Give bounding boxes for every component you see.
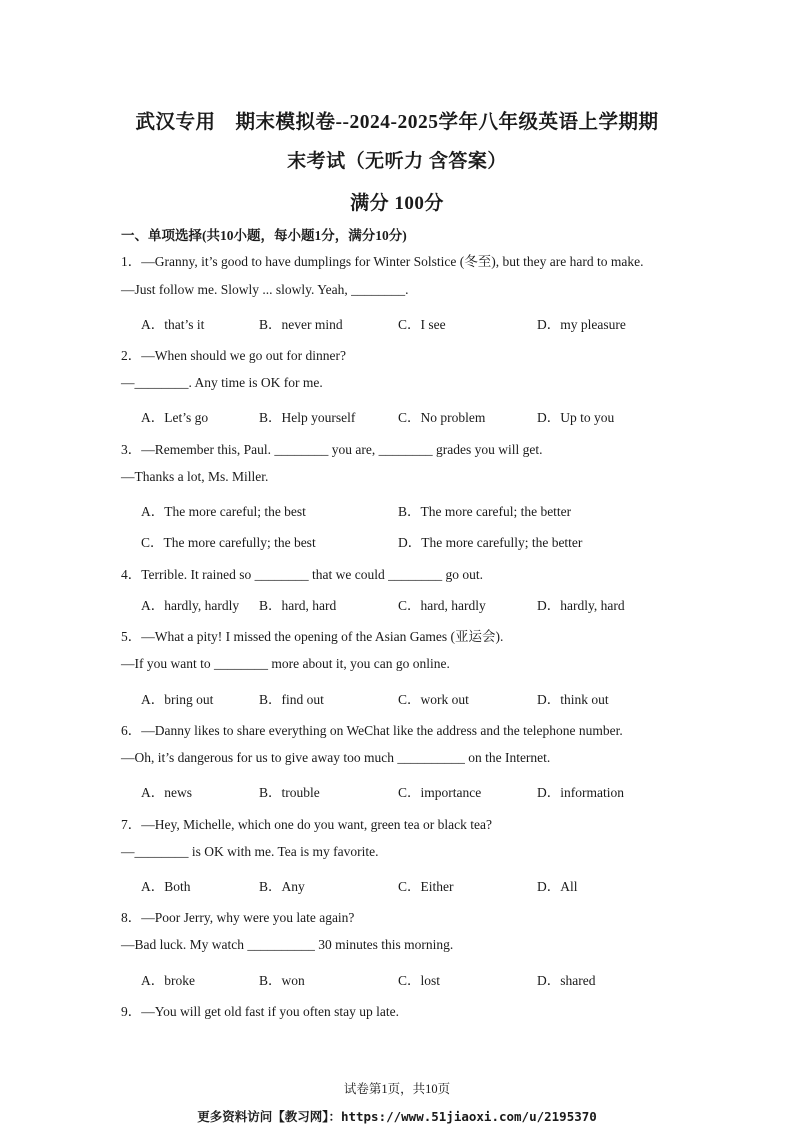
question-1-line-2: —Just follow me. Slowly ... slowly. Yeah, ________. (121, 282, 409, 297)
question-1-option-b[interactable]: B．never mind (259, 317, 343, 332)
question-8-option-d[interactable]: D．shared (537, 973, 596, 988)
question-7-line-1: 7．—Hey, Michelle, which one do you want, green tea or black tea? (121, 817, 492, 832)
question-1-option-c[interactable]: C．I see (398, 317, 446, 332)
question-3-line-1: 3．—Remember this, Paul. ________ you are, ________ grades you will get. (121, 442, 543, 457)
page-title-line2: 末考试（无听力 含答案） (287, 151, 507, 172)
page-title-line1: 武汉专用 期末模拟卷--2024-2025学年八年级英语上学期期 (135, 112, 659, 133)
question-6-option-c[interactable]: C．importance (398, 785, 482, 800)
question-5-option-b[interactable]: B．find out (259, 692, 324, 707)
question-2-line-2: —________. Any time is OK for me. (121, 375, 323, 390)
question-4-option-a[interactable]: A．hardly, hardly (141, 598, 240, 613)
question-8-option-a[interactable]: A．broke (141, 973, 195, 988)
question-5-option-c[interactable]: C．work out (398, 692, 469, 707)
question-7-option-d[interactable]: D．All (537, 879, 578, 894)
question-3-line-2: —Thanks a lot, Ms. Miller. (121, 469, 269, 484)
resource-link[interactable]: 更多资料访问【教习网】：https://www.51jiaoxi.com/u/2195370 (197, 1109, 597, 1124)
question-2-option-c[interactable]: C．No problem (398, 410, 486, 425)
question-4-option-b[interactable]: B．hard, hard (259, 598, 337, 613)
question-7-option-b[interactable]: B．Any (259, 879, 305, 894)
page-number: 试卷第1页，共10页 (343, 1082, 451, 1096)
question-4-option-d[interactable]: D．hardly, hard (537, 598, 625, 613)
question-6-option-a[interactable]: A．news (141, 785, 192, 800)
question-2-option-a[interactable]: A．Let’s go (141, 410, 209, 425)
question-7-option-a[interactable]: A．Both (141, 879, 191, 894)
total-score: 满分 100分 (350, 193, 444, 214)
question-9-line-1: 9．—You will get old fast if you often stay up late. (121, 1004, 399, 1019)
question-7-option-c[interactable]: C．Either (398, 879, 454, 894)
question-2-line-1: 2．—When should we go out for dinner? (121, 348, 346, 363)
question-6-line-2: —Oh, it’s dangerous for us to give away too much __________ on the Internet. (121, 750, 551, 765)
question-3-option-d[interactable]: D．The more carefully; the better (398, 535, 583, 550)
section-heading: 一、单项选择(共10小题，每小题1分，满分10分) (121, 228, 407, 243)
question-3-option-b[interactable]: B．The more careful; the better (398, 504, 572, 519)
question-6-option-d[interactable]: D．information (537, 785, 624, 800)
question-1-option-a[interactable]: A．that’s it (141, 317, 205, 332)
question-1-line-1: 1．—Granny, it’s good to have dumplings for Winter Solstice (冬至), but they are hard to make. (121, 254, 644, 269)
question-5-line-2: —If you want to ________ more about it, you can go online. (121, 656, 450, 671)
question-6-line-1: 6．—Danny likes to share everything on WeChat like the address and the telephone number. (121, 723, 623, 738)
question-4-line-1: 4．Terrible. It rained so ________ that we could ________ go out. (121, 567, 483, 582)
question-4-option-c[interactable]: C．hard, hardly (398, 598, 486, 613)
question-8-option-c[interactable]: C．lost (398, 973, 441, 988)
question-8-option-b[interactable]: B．won (259, 973, 305, 988)
question-2-option-d[interactable]: D．Up to you (537, 410, 615, 425)
question-1-option-d[interactable]: D．my pleasure (537, 317, 626, 332)
question-5-option-d[interactable]: D．think out (537, 692, 609, 707)
question-6-option-b[interactable]: B．trouble (259, 785, 320, 800)
question-5-line-1: 5．—What a pity! I missed the opening of the Asian Games (亚运会). (121, 629, 504, 644)
question-3-option-a[interactable]: A．The more careful; the best (141, 504, 306, 519)
question-8-line-2: —Bad luck. My watch __________ 30 minutes this morning. (121, 937, 454, 952)
question-3-option-c[interactable]: C．The more carefully; the best (141, 535, 316, 550)
question-2-option-b[interactable]: B．Help yourself (259, 410, 356, 425)
question-8-line-1: 8．—Poor Jerry, why were you late again? (121, 910, 355, 925)
question-5-option-a[interactable]: A．bring out (141, 692, 214, 707)
question-7-line-2: —________ is OK with me. Tea is my favorite. (121, 844, 379, 859)
